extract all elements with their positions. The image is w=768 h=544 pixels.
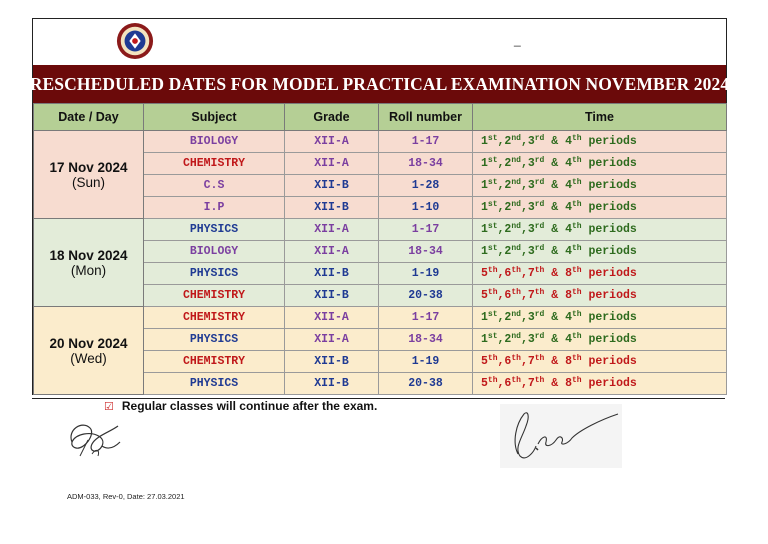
grade-cell: XII-B [285,175,379,197]
ordinal-suffix: th [534,288,545,297]
ordinal-suffix: rd [534,244,545,253]
subject-cell: CHEMISTRY [144,351,285,373]
grade-cell: XII-A [285,153,379,175]
time-cell [473,219,727,241]
header-grade: Grade [285,104,379,131]
table-body [34,131,727,395]
school-emblem-icon [116,22,154,60]
time-cell [473,131,727,153]
ordinal-suffix: th [571,222,582,231]
ordinal-suffix: th [511,376,521,385]
ordinal-suffix: st [487,134,498,143]
time-text: & 4 [544,245,572,258]
time-text: periods [581,267,637,280]
time-text: ,2 [497,223,512,236]
time-text: ,3 [520,333,535,346]
time-text: & 4 [544,179,572,192]
time-cell [473,307,727,329]
time-text: ,2 [497,135,512,148]
roll-number-cell: 20-38 [379,285,473,307]
time-text: 1 [481,179,488,192]
ordinal-suffix: th [571,200,582,209]
ordinal-suffix: st [487,222,498,231]
subject-cell: I.P [144,197,285,219]
time-text: & 4 [544,201,572,214]
time-text: ,2 [497,333,512,346]
subject-cell: BIOLOGY [144,131,285,153]
ordinal-suffix: nd [511,134,521,143]
time-text: 5 [481,267,488,280]
note [104,399,377,413]
grade-cell: XII-A [285,329,379,351]
ordinal-suffix: st [487,200,498,209]
subject-cell: PHYSICS [144,329,285,351]
time-text: ,6 [497,355,512,368]
ordinal-suffix: th [571,178,582,187]
date-day-cell [34,307,144,395]
time-text: ,2 [497,179,512,192]
ordinal-suffix: th [534,354,545,363]
ordinal-suffix: th [571,134,582,143]
ordinal-suffix: st [487,156,498,165]
exam-day: (Wed) [70,350,107,366]
ordinal-suffix: rd [534,200,545,209]
ordinal-suffix: th [487,288,498,297]
signature-left-icon [62,412,130,462]
table-row [34,307,727,329]
time-cell [473,197,727,219]
ordinal-suffix: rd [534,134,545,143]
dash-mark: _ [514,33,521,47]
time-cell [473,329,727,351]
roll-number-cell: 1-17 [379,307,473,329]
roll-number-cell: 18-34 [379,329,473,351]
time-text: ,3 [520,245,535,258]
grade-cell: XII-B [285,285,379,307]
ordinal-suffix: th [487,266,498,275]
header-time: Time [473,104,727,131]
header-subject: Subject [144,104,285,131]
subject-cell: CHEMISTRY [144,285,285,307]
roll-number-cell: 1-17 [379,131,473,153]
time-text: ,7 [520,289,535,302]
time-text: & 8 [544,267,572,280]
subject-cell: BIOLOGY [144,241,285,263]
ordinal-suffix: rd [534,156,545,165]
page-title: RESCHEDULED DATES FOR MODEL PRACTICAL EXAMINATION NOVEMBER 2024 [33,65,726,103]
time-text: & 8 [544,355,572,368]
time-text: 1 [481,311,488,324]
ordinal-suffix: rd [534,332,545,341]
time-text: periods [581,377,637,390]
grade-cell: XII-A [285,219,379,241]
grade-cell: XII-B [285,197,379,219]
time-text: ,7 [520,267,535,280]
time-text: ,7 [520,377,535,390]
ordinal-suffix: th [511,354,521,363]
checkbox-icon: ☑ [104,400,114,413]
time-text: ,3 [520,135,535,148]
ordinal-suffix: rd [534,310,545,319]
time-text: ,7 [520,355,535,368]
ordinal-suffix: nd [511,156,521,165]
time-text: & 4 [544,311,572,324]
grade-cell: XII-A [285,307,379,329]
ordinal-suffix: th [511,266,521,275]
date-day-cell [34,219,144,307]
ordinal-suffix: th [571,332,582,341]
ordinal-suffix: th [534,266,545,275]
time-text: ,2 [497,311,512,324]
time-text: periods [581,135,637,148]
date-day-cell [34,131,144,219]
time-text: & 4 [544,135,572,148]
grade-cell: XII-A [285,131,379,153]
time-text: ,3 [520,157,535,170]
exam-date: 18 Nov 2024 [49,247,128,263]
ordinal-suffix: th [487,354,498,363]
table-header-row [34,104,727,131]
form-reference: ADM-033, Rev-0, Date: 27.03.2021 [67,492,185,501]
ordinal-suffix: nd [511,200,521,209]
logo-row [33,19,726,65]
roll-number-cell: 18-34 [379,241,473,263]
time-text: & 8 [544,289,572,302]
ordinal-suffix: th [571,354,582,363]
time-text: periods [581,289,637,302]
roll-number-cell: 20-38 [379,373,473,395]
time-text: periods [581,179,637,192]
time-text: ,3 [520,223,535,236]
grade-cell: XII-B [285,351,379,373]
time-cell [473,373,727,395]
time-text: 5 [481,289,488,302]
document-sheet [29,18,730,395]
time-cell [473,285,727,307]
grade-cell: XII-B [285,373,379,395]
roll-number-cell: 1-17 [379,219,473,241]
subject-cell: C.S [144,175,285,197]
time-text: 1 [481,223,488,236]
ordinal-suffix: th [571,266,582,275]
ordinal-suffix: st [487,310,498,319]
subject-cell: PHYSICS [144,219,285,241]
signature-right-icon [500,404,622,468]
time-text: periods [581,157,637,170]
time-text: periods [581,333,637,346]
time-text: ,2 [497,245,512,258]
roll-number-cell: 18-34 [379,153,473,175]
ordinal-suffix: th [487,376,498,385]
roll-number-cell: 1-19 [379,263,473,285]
time-text: ,2 [497,157,512,170]
grade-cell: XII-A [285,241,379,263]
ordinal-suffix: rd [534,178,545,187]
exam-day: (Mon) [70,262,107,278]
roll-number-cell: 1-19 [379,351,473,373]
time-text: & 4 [544,333,572,346]
time-text: periods [581,355,637,368]
signature-right-box [500,404,622,468]
ordinal-suffix: th [534,376,545,385]
table-row [34,131,727,153]
ordinal-suffix: nd [511,310,521,319]
time-text: ,3 [520,179,535,192]
roll-number-cell: 1-10 [379,197,473,219]
ordinal-suffix: st [487,332,498,341]
time-text: periods [581,311,637,324]
time-text: & 4 [544,223,572,236]
ordinal-suffix: th [571,156,582,165]
subject-cell: PHYSICS [144,373,285,395]
ordinal-suffix: st [487,244,498,253]
subject-cell: CHEMISTRY [144,307,285,329]
header-roll-number: Roll number [379,104,473,131]
time-text: periods [581,201,637,214]
ordinal-suffix: th [571,288,582,297]
ordinal-suffix: nd [511,332,521,341]
time-text: periods [581,223,637,236]
ordinal-suffix: th [571,376,582,385]
roll-number-cell: 1-28 [379,175,473,197]
time-text: 5 [481,377,488,390]
exam-schedule-table [33,103,727,395]
grade-cell: XII-B [285,263,379,285]
time-text: & 4 [544,157,572,170]
time-text: 1 [481,157,488,170]
time-cell [473,241,727,263]
time-text: 1 [481,333,488,346]
ordinal-suffix: st [487,178,498,187]
time-text: ,3 [520,201,535,214]
time-text: periods [581,245,637,258]
time-text: ,2 [497,201,512,214]
time-text: ,6 [497,377,512,390]
ordinal-suffix: th [571,310,582,319]
exam-day: (Sun) [71,174,105,190]
exam-date: 17 Nov 2024 [49,159,128,175]
ordinal-suffix: nd [511,178,521,187]
exam-date: 20 Nov 2024 [49,335,128,351]
ordinal-suffix: rd [534,222,545,231]
ordinal-suffix: nd [511,222,521,231]
time-cell [473,263,727,285]
time-text: 1 [481,135,488,148]
time-cell [473,175,727,197]
note-text: Regular classes will continue after the exam. [121,399,378,413]
time-text: 1 [481,201,488,214]
time-cell [473,153,727,175]
time-text: & 8 [544,377,572,390]
time-text: ,6 [497,289,512,302]
time-text: ,6 [497,267,512,280]
header-date-day: Date / Day [34,104,144,131]
ordinal-suffix: th [571,244,582,253]
time-text: 5 [481,355,488,368]
time-text: ,3 [520,311,535,324]
table-row [34,219,727,241]
subject-cell: CHEMISTRY [144,153,285,175]
ordinal-suffix: nd [511,244,521,253]
time-text: 1 [481,245,488,258]
subject-cell: PHYSICS [144,263,285,285]
time-cell [473,351,727,373]
ordinal-suffix: th [511,288,521,297]
